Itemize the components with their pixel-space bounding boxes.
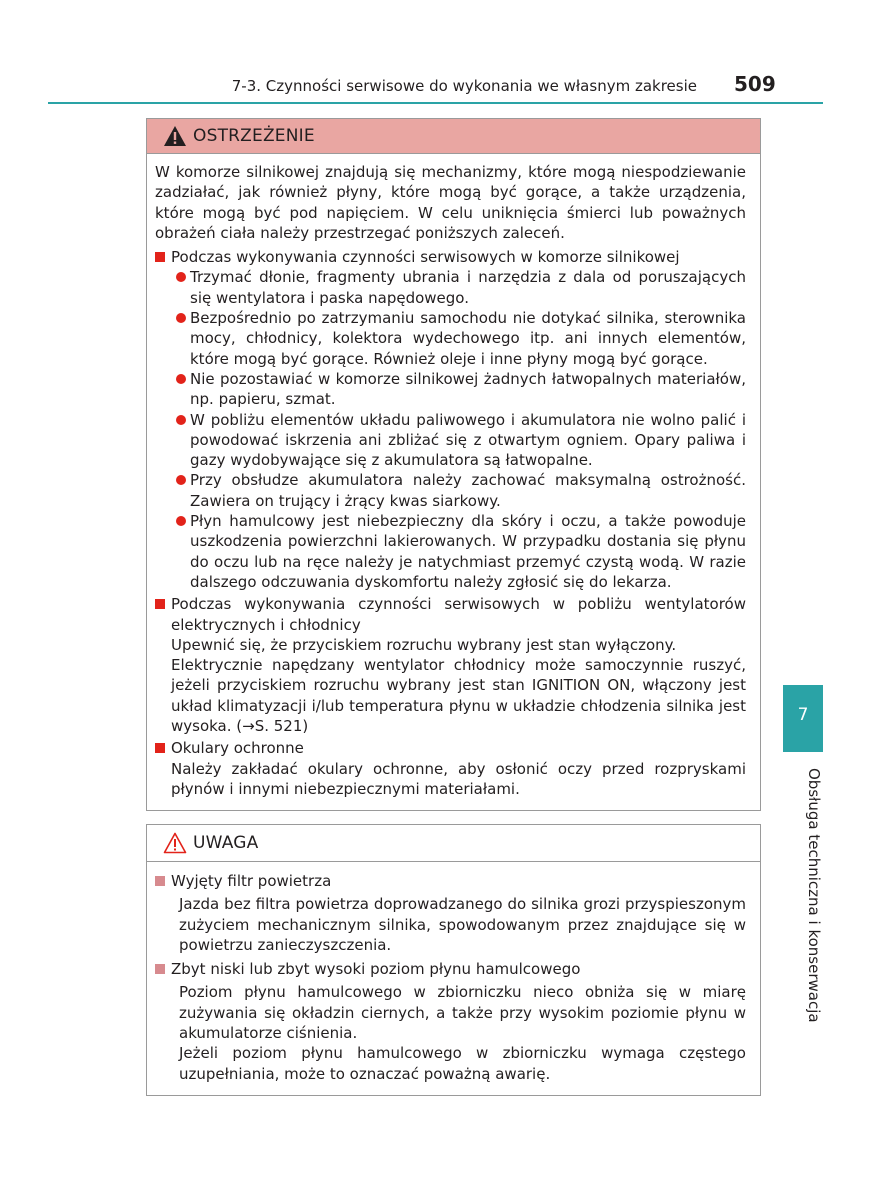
section-heading-text: Podczas wykonywania czynności serwisowych w pobliżu wentylatorów elektrycznych i chłodnicy	[171, 595, 746, 634]
warning-box	[146, 118, 761, 811]
caution-box	[146, 824, 761, 1096]
list-item	[155, 511, 746, 592]
warning-section-heading	[155, 738, 746, 758]
list-item	[155, 369, 746, 410]
section-paragraph: Elektrycznie napędzany wentylator chłodnicy może samoczynnie ruszyć, jeżeli przyciskiem rozruchu wybrany jest stan IGNITION ON, włączony jest układ klimatyzacji i/lub temperatura płynu w układzie chłodzenia silnika jest wysoka. (→S. 521)	[171, 656, 746, 736]
warning-triangle-icon	[163, 125, 187, 147]
bullet-text: W pobliżu elementów układu paliwowego i akumulatora nie wolno palić i powodować iskrzenia ani zbliżać się z otwartym ogniem. Opary paliwa i gazy wydobywające się z akumulatora są łatwopalne.	[190, 410, 746, 470]
bullet-text: Trzymać dłonie, fragmenty ubrania i narzędzia z dala od poruszających się wentylatora i paska napędowego.	[190, 268, 746, 307]
section-square-icon	[155, 876, 165, 886]
section-paragraph: Upewnić się, że przyciskiem rozruchu wybrany jest stan wyłączony.	[171, 635, 677, 654]
caution-header	[147, 825, 760, 862]
section-paragraph: Należy zakładać okulary ochronne, aby osłonić oczy przed rozpryskami płynów i innymi niebezpiecznymi materiałami.	[171, 759, 746, 798]
bullet-text: Płyn hamulcowy jest niebezpieczny dla skóry i oczu, a także powoduje uszkodzenia powierzchni lakierowanych. W przypadku dostania się płynu do oczu lub na ręce należy je natychmiast przemyć czystą wodą. W razie dalszego odczuwania dyskomfortu należy zgłosić się do lekarza.	[190, 512, 746, 591]
bullet-dot-icon	[176, 516, 186, 526]
warning-section-heading	[155, 247, 746, 267]
chapter-label: Obsługa techniczna i konserwacja	[805, 767, 823, 1023]
caution-triangle-icon	[163, 832, 187, 854]
bullet-dot-icon	[176, 415, 186, 425]
list-item	[155, 267, 746, 308]
bullet-dot-icon	[176, 374, 186, 384]
caution-label: UWAGA	[193, 833, 259, 853]
warning-bullet-list	[155, 267, 746, 592]
section-heading-text: Zbyt niski lub zbyt wysoki poziom płynu hamulcowego	[171, 960, 581, 979]
bullet-text: Przy obsłudze akumulatora należy zachować maksymalną ostrożność. Zawiera on trujący i żrący kwas siarkowy.	[190, 471, 746, 510]
warning-body	[147, 154, 760, 799]
list-item	[155, 308, 746, 369]
caution-section-heading	[155, 871, 746, 891]
header-title: 7-3. Czynności serwisowe do wykonania we własnym zakresie	[231, 77, 697, 95]
section-square-icon	[155, 599, 165, 609]
section-paragraph: Jeżeli poziom płynu hamulcowego w zbiorniczku wymaga częstego uzupełniania, może to oznaczać poważną awarię.	[179, 1044, 746, 1083]
list-item	[155, 470, 746, 511]
warning-section-heading	[155, 594, 746, 635]
bullet-dot-icon	[176, 313, 186, 323]
warning-label: OSTRZEŻENIE	[193, 126, 315, 146]
caution-body	[147, 862, 760, 1084]
section-square-icon	[155, 964, 165, 974]
section-square-icon	[155, 743, 165, 753]
header-rule	[48, 102, 823, 104]
warning-intro: W komorze silnikowej znajdują się mechanizmy, które mogą niespodziewanie zadziałać, jak również płyny, które mogą być gorące, a także urządzenia, które mogą być pod napięciem. W celu uniknięcia śmierci lub poważnych obrażeń ciała należy przestrzegać poniższych zaleceń.	[155, 163, 746, 242]
bullet-text: Nie pozostawiać w komorze silnikowej żadnych łatwopalnych materiałów, np. papieru, szmat.	[190, 369, 746, 409]
list-item	[155, 410, 746, 471]
section-heading-text: Wyjęty filtr powietrza	[171, 872, 332, 890]
page-number: 509	[734, 72, 776, 96]
bullet-dot-icon	[176, 475, 186, 485]
section-heading-text: Podczas wykonywania czynności serwisowych w komorze silnikowej	[171, 248, 680, 267]
warning-header	[147, 119, 760, 154]
section-square-icon	[155, 252, 165, 262]
bullet-text: Bezpośrednio po zatrzymaniu samochodu nie dotykać silnika, sterownika mocy, chłodnicy, kolektora wydechowego itp. ani innych elementów, które mogą być gorące. Również oleje i inne płyny mogą być gorące.	[190, 309, 746, 368]
bullet-dot-icon	[176, 272, 186, 282]
section-paragraph: Jazda bez filtra powietrza doprowadzanego do silnika grozi przyspieszonym zużyciem mechanicznym silnika, spowodowanym przez znajdujące się w powietrzu zanieczyszczenia.	[179, 895, 746, 954]
section-paragraph: Poziom płynu hamulcowego w zbiorniczku nieco obniża się w miarę zużywania się okładzin ciernych, a także przy wysokim poziomie płynu w akumulatorze ciśnienia.	[179, 983, 746, 1043]
section-heading-text: Okulary ochronne	[171, 739, 304, 758]
chapter-tab: 7	[783, 685, 823, 752]
caution-section-heading	[155, 959, 746, 979]
